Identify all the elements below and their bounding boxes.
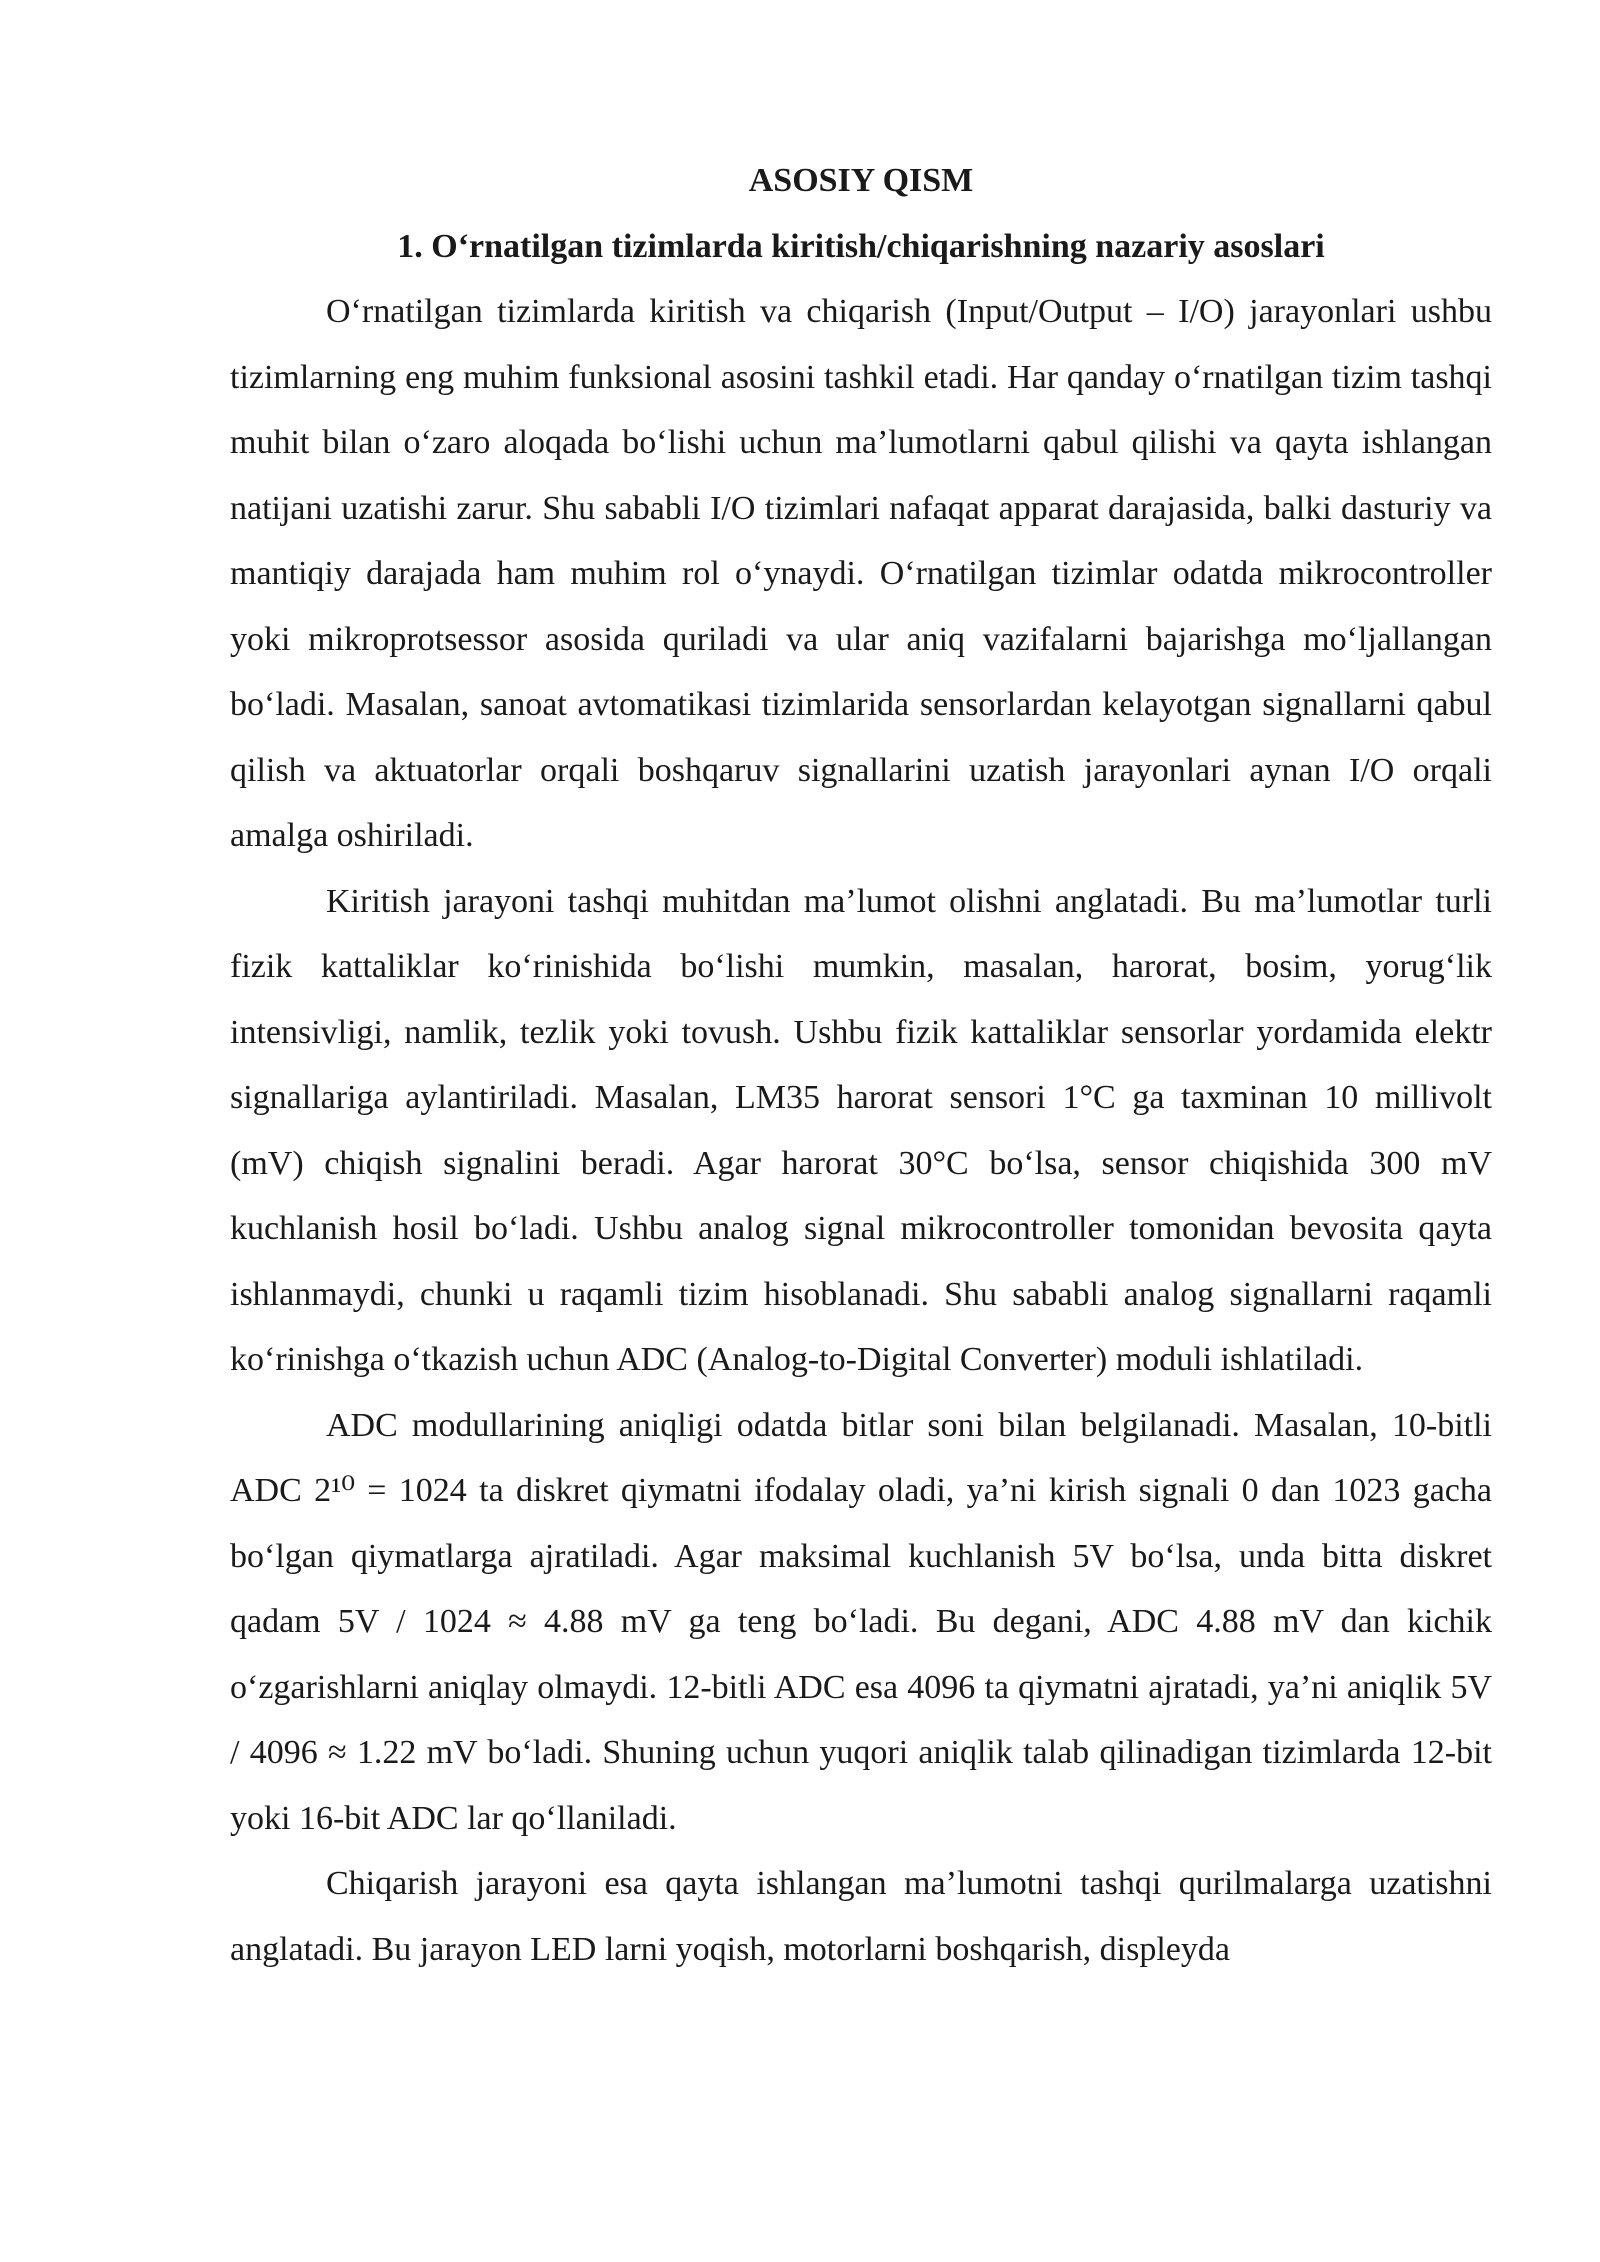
section-heading: 1. O‘rnatilgan tizimlarda kiritish/chiqarishning nazariy asoslari	[397, 227, 1325, 265]
paragraph-adc-accuracy: ADC modullarining aniqligi odatda bitlar soni bilan belgilanadi. Masalan, 10-bitli ADC 2¹⁰ = 1024 ta diskret qiymatni ifodalay oladi, ya’ni kirish signali 0 dan 1023 gacha bo‘lgan qiymatlarga ajratiladi. Agar maksimal kuchlanish 5V bo‘lsa, unda bitta diskret qadam 5V / 1024 ≈ 4.88 mV ga teng bo‘ladi. Bu degani, ADC 4.88 mV dan kichik o‘zgarishlarni aniqlay olmaydi. 12-bitli ADC esa 4096 ta qiymatni ajratadi, ya’ni aniqlik 5V / 4096 ≈ 1.22 mV bo‘ladi. Shuning uchun yuqori aniqlik talab qilinadigan tizimlarda 12-bit yoki 16-bit ADC lar qo‘llaniladi.	[230, 1406, 1492, 1837]
document-page	[230, 148, 1492, 1982]
paragraph-io-overview: O‘rnatilgan tizimlarda kiritish va chiqarish (Input/Output – I/O) jarayonlari ushbu tizimlarning eng muhim funksional asosini tashkil etadi. Har qanday o‘rnatilgan tizim tashqi muhit bilan o‘zaro aloqada bo‘lishi uchun ma’lumotlarni qabul qilishi va qayta ishlangan natijani uzatishi zarur. Shu sababli I/O tizimlari nafaqat apparat darajasida, balki dasturiy va mantiqiy darajada ham muhim rol o‘ynaydi. O‘rnatilgan tizimlar odatda mikrocontroller yoki mikroprotsessor asosida quriladi va ular aniq vazifalarni bajarishga mo‘ljallangan bo‘ladi. Masalan, sanoat avtomatikasi tizimlarida sensorlardan kelayotgan signallarni qabul qilish va aktuatorlar orqali boshqaruv signallarini uzatish jarayonlari aynan I/O orqali amalga oshiriladi.	[230, 293, 1492, 854]
document-title: ASOSIY QISM	[748, 162, 974, 199]
paragraph-output-process: Chiqarish jarayoni esa qayta ishlangan ma’lumotni tashqi qurilmalarga uzatishni anglatadi. Bu jarayon LED larni yoqish, motorlarni boshqarish, displeyda	[230, 1865, 1492, 1968]
paragraph-input-process: Kiritish jarayoni tashqi muhitdan ma’lumot olishni anglatadi. Bu ma’lumotlar turli fizik kattaliklar ko‘rinishida bo‘lishi mumkin, masalan, harorat, bosim, yorug‘lik intensivligi, namlik, tezlik yoki tovush. Ushbu fizik kattaliklar sensorlar yordamida elektr signallariga aylantiriladi. Masalan, LM35 harorat sensori 1°C ga taxminan 10 millivolt (mV) chiqish signalini beradi. Agar harorat 30°C bo‘lsa, sensor chiqishida 300 mV kuchlanish hosil bo‘ladi. Ushbu analog signal mikrocontroller tomonidan bevosita qayta ishlanmaydi, chunki u raqamli tizim hisoblanadi. Shu sababli analog signallarni raqamli ko‘rinishga o‘tkazish uchun ADC (Analog-to-Digital Converter) moduli ishlatiladi.	[230, 882, 1492, 1378]
